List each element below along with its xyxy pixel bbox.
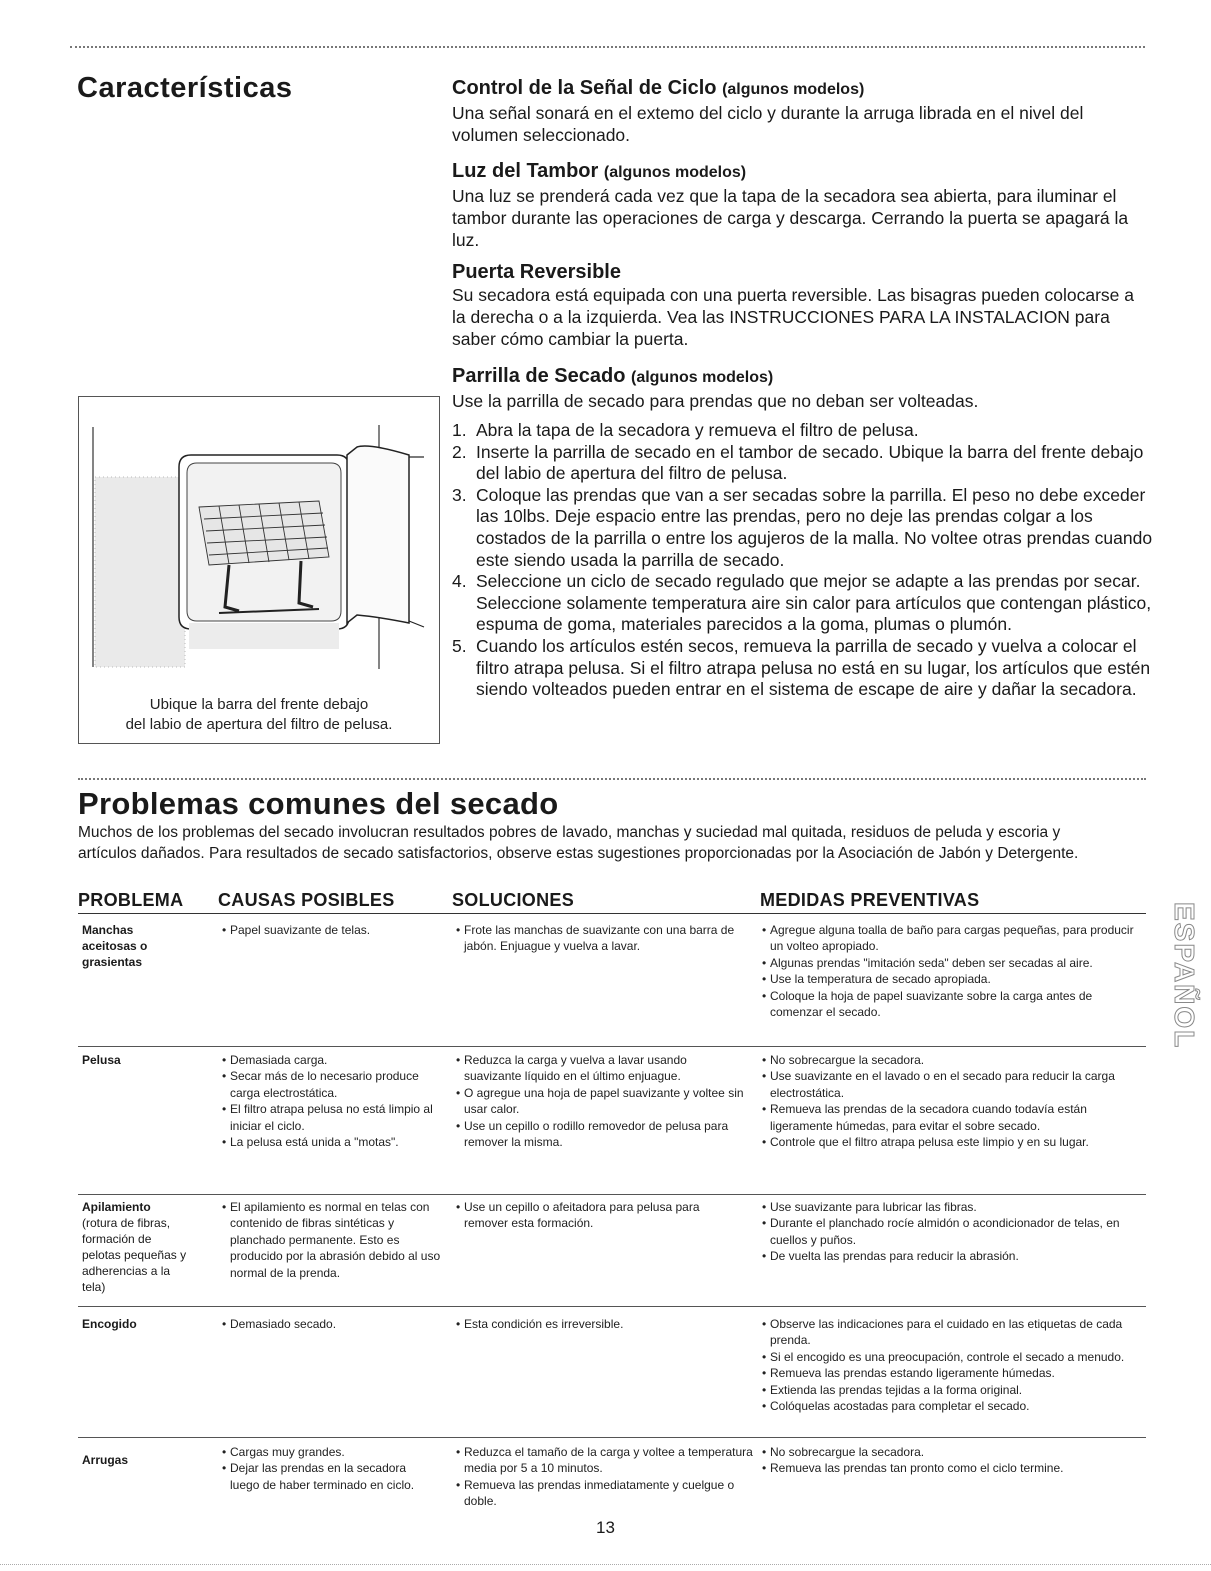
- table-row-causes: • Papel suavizante de telas.: [222, 922, 444, 938]
- table-row-problem: Arrugas: [82, 1453, 129, 1467]
- feature-models-note: (algunos modelos): [603, 164, 747, 181]
- list-item: 3. Coloque las prendas que van a ser secadas sobre la parrilla. El peso no debe exceder las 10lbs. Deje espacio entre las prendas, pero no deje las prendas colgar a los costados de la parrilla o entre los agujeros de la malla. No voltee otras prendas cuando este siendo usada la parrilla de secado.: [452, 484, 1153, 570]
- language-side-tab: ESPAÑOL: [1169, 902, 1200, 1050]
- section-divider: [78, 778, 1146, 780]
- feature-drum-light: [452, 159, 1152, 251]
- row-divider: [78, 1306, 1146, 1307]
- feature-cycle-signal: [452, 76, 1152, 146]
- row-divider: [78, 1194, 1146, 1195]
- row-divider: [78, 1437, 1146, 1438]
- table-row-problem: Pelusa: [82, 1053, 121, 1067]
- table-row-solutions: • Frote las manchas de suavizante con una barra de jabón. Enjuague y vuelva a lavar.: [456, 922, 746, 955]
- list-item: 2. Inserte la parrilla de secado en el tambor de secado. Ubique la barra del frente debajo del labio de apertura del filtro de pelusa.: [452, 441, 1144, 484]
- feature-title: Puerta Reversible: [452, 261, 621, 283]
- feature-models-note: (algunos modelos): [722, 81, 865, 98]
- row-divider: [78, 1046, 1146, 1047]
- table-row-causes: • Demasiado secado.: [222, 1316, 444, 1332]
- column-header-preventive: MEDIDAS PREVENTIVAS: [760, 890, 980, 910]
- section-title: Problemas comunes del secado: [78, 786, 559, 821]
- table-row-preventive: • No sobrecargue la secadora. • Remueva las prendas tan pronto como el ciclo termine.: [762, 1444, 1146, 1477]
- feature-body: Una luz se prenderá cada vez que la tapa de la secadora sea abierta, para iluminar el tambor durante las operaciones de carga y descarga. Cerrando la puerta se apagará la luz.: [452, 186, 1129, 250]
- feature-title: Luz del Tambor: [452, 160, 599, 182]
- figure-caption: Ubique la barra del frente debajo del labio de apertura del filtro de pelusa.: [125, 696, 393, 733]
- rack-steps-list: [452, 420, 1158, 701]
- page-number: 13: [596, 1518, 615, 1537]
- table-row-preventive: • Use suavizante para lubricar las fibras. • Durante el planchado rocíe almidón o acondicionador de telas, en cuellos y puños. • De vuelta las prendas para reducir la abrasión.: [762, 1199, 1146, 1265]
- list-item: 4. Seleccione un ciclo de secado regulado que mejor se adapte a las prendas por secar. Seleccione solamente temperatura aire sin calor para artículos que contengan plástico, espuma de goma, materiales parecidos a la goma, plumas o plumón.: [452, 571, 1152, 635]
- feature-body: Use la parrilla de secado para prendas que no deban ser volteadas.: [452, 391, 979, 411]
- table-row-causes: • El apilamiento es normal en telas con contenido de fibras sintéticas y planchado permanente. Esto es producido por la abrasión debido al uso normal de la prenda.: [222, 1199, 444, 1281]
- bottom-divider: [0, 1564, 1211, 1565]
- feature-body: Su secadora está equipada con una puerta reversible. Las bisagras pueden colocarse a la derecha o a la izquierda. Vea las INSTRUCCIONES PARA LA INSTALACION para saber cómo cambiar la puerta.: [452, 285, 1134, 349]
- list-item: 1. Abra la tapa de la secadora y remueva el filtro de pelusa.: [452, 420, 919, 440]
- table-row-solutions: • Esta condición es irreversible.: [456, 1316, 746, 1332]
- feature-drying-rack: [452, 364, 1152, 412]
- list-item: 5. Cuando los artículos estén secos, remueva la parrilla de secado y vuelva a colocar el filtro atrapa pelusa. Si el filtro atrapa pelusa no está en su lugar, los artículos que estén siendo volteados pueden entrar en el sistema de escape de aire y dañar la secadora.: [452, 635, 1151, 700]
- table-row-solutions: • Use un cepillo o afeitadora para pelusa para remover esta formación.: [456, 1199, 746, 1232]
- top-divider: [70, 46, 1145, 48]
- column-header-solutions: SOLUCIONES: [452, 890, 575, 910]
- drying-rack-figure: [78, 396, 440, 744]
- table-row-causes: • Demasiada carga. • Secar más de lo necesario produce carga electrostática. • El filtro atrapa pelusa no está limpio al iniciar el ciclo. • La pelusa está unida a "motas".: [222, 1052, 444, 1150]
- table-row-solutions: • Reduzca la carga y vuelva a lavar usando suavizante líquido en el último enjuague. • O agregue una hoja de papel suavizante y voltee sin usar calor. • Use un cepillo o rodillo removedor de pelusa para remover la misma.: [456, 1052, 746, 1150]
- feature-models-note: (algunos modelos): [630, 369, 774, 386]
- page-title: Características: [77, 72, 293, 104]
- table-row-preventive: • Agregue alguna toalla de baño para cargas pequeñas, para producir un volteo apropiado. • Algunas prendas "imitación seda" deben ser secadas al aire. • Use la temperatura de secado apropiada. • Coloque la hoja de papel suavizante sobre la carga antes de comenzar el secado.: [762, 922, 1146, 1020]
- column-header-causes: CAUSAS POSIBLES: [218, 890, 395, 910]
- feature-reversible-door: [452, 260, 1152, 350]
- table-row-problem: Manchas aceitosas o grasientas: [82, 923, 148, 969]
- column-header-problem: PROBLEMA: [78, 890, 184, 910]
- table-row-problem: Apilamiento (rotura de fibras, formación de pelotas pequeñas y adherencias a la tela): [82, 1200, 187, 1294]
- feature-title: Parrilla de Secado: [452, 365, 626, 387]
- table-row-causes: • Cargas muy grandes. • Dejar las prendas en la secadora luego de haber terminado en ciclo.: [222, 1444, 422, 1493]
- table-row-preventive: • Observe las indicaciones para el cuidado en las etiquetas de cada prenda. • Si el encogido es una preocupación, controle el secado a menudo. • Remueva las prendas estando ligeramente húmedas. • Extienda las prendas tejidas a la forma original. • Colóquelas acostadas para completar el secado.: [762, 1316, 1146, 1414]
- table-row-problem: Encogido: [82, 1317, 137, 1331]
- header-underline: [78, 913, 1146, 914]
- dryer-rack-illustration: [79, 397, 439, 687]
- table-row-preventive: • No sobrecargue la secadora. • Use suavizante en el lavado o en el secado para reducir la carga electrostática. • Remueva las prendas de la secadora cuando todavía están ligeramente húmedas, para evitar el sobre secado. • Controle que el filtro atrapa pelusa este limpio y en su lugar.: [762, 1052, 1146, 1150]
- feature-body: Una señal sonará en el extemo del ciclo y durante la arruga librada en el nivel del volumen seleccionado.: [452, 103, 1084, 145]
- table-row-solutions: • Reduzca el tamaño de la carga y voltee a temperatura media por 5 a 10 minutos. • Remueva las prendas inmediatamente y cuelgue o doble.: [456, 1444, 756, 1510]
- intro-paragraph: Muchos de los problemas del secado involucran resultados pobres de lavado, manchas y suciedad mal quitada, residuos de peluda y escoria y artículos dañados. Para resultados de secado satisfactorios, observe estas sugestiones proporcionadas por la Asociación de Jabón y Detergente.: [78, 824, 1079, 862]
- feature-title: Control de la Señal de Ciclo: [452, 77, 717, 99]
